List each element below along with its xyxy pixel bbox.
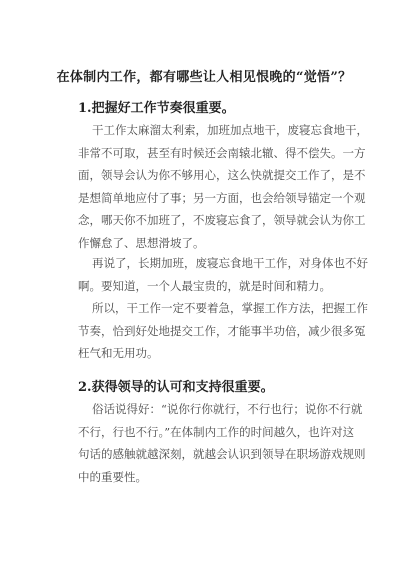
- text-line: 所以，干工作一定不要着急，掌握工作方法，把握工作: [92, 301, 368, 315]
- text-line: 作懈怠了、思想滑坡了。: [78, 235, 205, 250]
- section-1-heading: 1.把握好工作节奏很重要。: [78, 101, 235, 116]
- text-line: 念，哪天你不加班了，不废寝忘食了，领导就会认为你工: [78, 213, 366, 227]
- section-1-paragraph-2: [78, 252, 368, 297]
- text-line: 啊。要知道，一个人最宝贵的，就是时间和精力。: [78, 278, 331, 293]
- text-line: 中的重要性。: [78, 469, 147, 484]
- text-line: 不行，行也不行。”在体制内工作的时间越久，也许对这: [78, 424, 355, 439]
- text-line: 句话的感触就越深刻，就越会认识到领导在职场游戏规则: [78, 447, 366, 461]
- text-line: 是想简单地应付了事；另一方面，也会给领导锚定一个观: [78, 190, 366, 205]
- section-1-paragraph-3: [78, 297, 368, 365]
- section-1-paragraph-1: [78, 119, 368, 254]
- section-2-paragraph-1: [78, 398, 366, 488]
- text-line: 面，领导会认为你不够用心，这么快就提交工作了，是不: [78, 168, 366, 182]
- document-title: 在体制内工作，都有哪些让人相见恨晚的“觉悟”？: [56, 70, 352, 85]
- section-2-heading: 2.获得领导的认可和支持很重要。: [78, 380, 274, 395]
- text-line: 非常不可取，甚至有时候还会南辕北辙、得不偿失。一方: [78, 145, 366, 160]
- text-line: 干工作太麻溜太利索，加班加点地干，废寝忘食地干，: [92, 123, 368, 137]
- text-line: 再说了，长期加班，废寝忘食地干工作，对身体也不好: [92, 256, 368, 270]
- text-line: 俗话说得好：“说你行你就行，不行也行；说你不行就: [92, 402, 363, 416]
- text-line: 节奏，恰到好处地提交工作，才能事半功倍，减少很多冤: [78, 323, 366, 338]
- text-line: 枉气和无用功。: [78, 346, 159, 360]
